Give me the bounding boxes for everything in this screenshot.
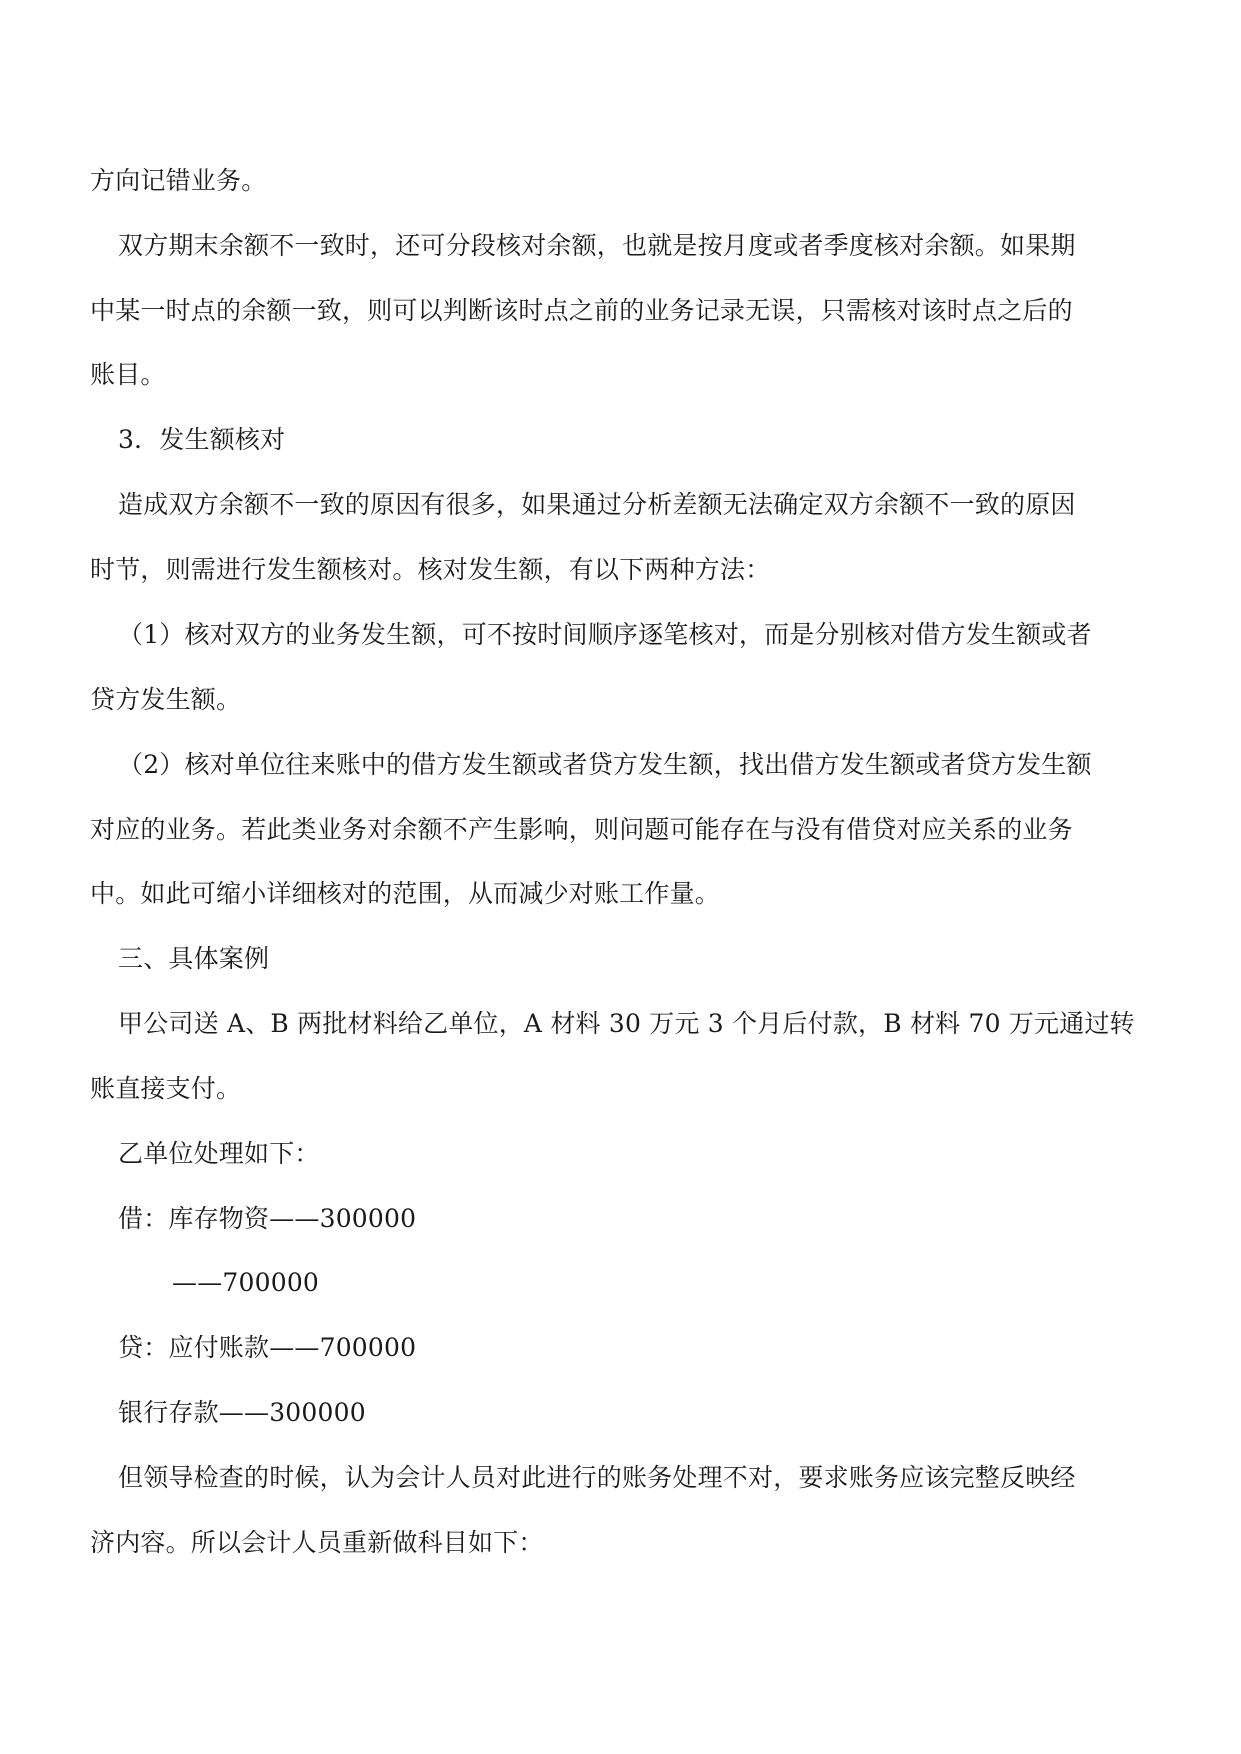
text-line: 方向记错业务。: [90, 166, 267, 195]
text-line: 甲公司送 A、B 两批材料给乙单位，A 材料 30 万元 3 个月后付款，B 材料 70 万元通过转: [118, 1009, 1135, 1038]
text-line: 但领导检查的时候，认为会计人员对此进行的账务处理不对，要求账务应该完整反映经: [118, 1463, 1076, 1492]
text-line: 双方期末余额不一致时，还可分段核对余额，也就是按月度或者季度核对余额。如果期: [118, 231, 1076, 260]
text-line: （2）核对单位往来账中的借方发生额或者贷方发生额，找出借方发生额或者贷方发生额: [118, 750, 1092, 779]
text-line: （1）核对双方的业务发生额，可不按时间顺序逐笔核对，而是分别核对借方发生额或者: [118, 620, 1092, 649]
text-line: 造成双方余额不一致的原因有很多，如果通过分析差额无法确定双方余额不一致的原因: [118, 490, 1076, 519]
journal-entry-debit-continued: ——700000: [172, 1268, 320, 1297]
section-heading: 三、具体案例: [118, 944, 270, 973]
text-line: 账直接支付。: [90, 1074, 242, 1103]
text-line: 济内容。所以会计人员重新做科目如下：: [90, 1528, 544, 1557]
text-line: 时节，则需进行发生额核对。核对发生额，有以下两种方法：: [90, 555, 771, 584]
text-line: 对应的业务。若此类业务对余额不产生影响，则问题可能存在与没有借贷对应关系的业务: [90, 815, 1073, 844]
text-line: 中。如此可缩小详细核对的范围，从而减少对账工作量。: [90, 879, 721, 908]
text-line: 账目。: [90, 360, 166, 389]
section-heading: 3．发生额核对: [118, 425, 286, 454]
journal-entry-credit: 贷：应付账款——700000: [118, 1333, 417, 1362]
text-line: 贷方发生额。: [90, 685, 242, 714]
journal-entry-debit: 借：库存物资——300000: [118, 1204, 417, 1233]
journal-entry-credit-continued: 银行存款——300000: [118, 1398, 366, 1427]
text-line: 中某一时点的余额一致，则可以判断该时点之前的业务记录无误，只需核对该时点之后的: [90, 296, 1073, 325]
text-line: 乙单位处理如下：: [118, 1139, 320, 1168]
